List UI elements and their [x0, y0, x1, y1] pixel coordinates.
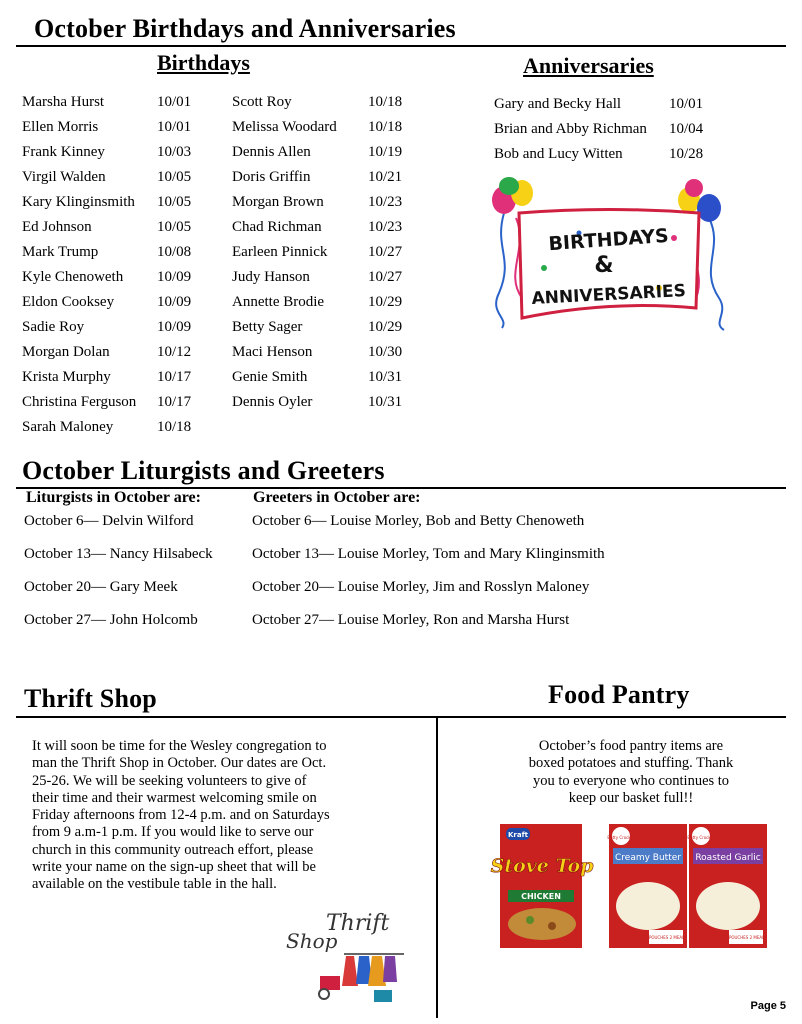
page-title: October Birthdays and Anniversaries [34, 14, 456, 43]
birthday-row [22, 190, 222, 215]
birthday-name: Sarah Maloney [22, 419, 114, 435]
banner-line-3: ANNIVERSARIES [531, 280, 687, 310]
birthday-row [232, 290, 432, 315]
column-divider [436, 718, 438, 1018]
greeters-heading: Greeters in October are: [253, 489, 421, 506]
thrift-shop-logo [284, 906, 414, 1006]
thrift-shop-line: 25-26. We will be seeking volunteers to give of [32, 772, 307, 789]
birthday-row [22, 215, 222, 240]
food-pantry-text [496, 738, 766, 807]
birthday-date: 10/23 [368, 219, 403, 235]
birthday-name: Frank Kinney [22, 144, 105, 160]
thrift-shop-line: man the Thrift Shop in October. Our dates are Oct. [32, 755, 327, 772]
birthday-date: 10/09 [157, 319, 192, 335]
birthday-row [232, 90, 432, 115]
header-rule [16, 45, 786, 47]
thrift-shop-line: church in this community outreach effort, please [32, 841, 314, 858]
birthday-name: Annette Brodie [232, 294, 325, 310]
thrift-shop-line: It will soon be time for the Wesley congregation to [32, 738, 327, 754]
birthday-name: Kyle Chenoweth [22, 269, 124, 285]
birthday-date: 10/03 [157, 144, 192, 160]
birthday-row [232, 365, 432, 390]
liturgist-entry: October 6— Delvin Wilford [24, 513, 194, 529]
thrift-shop-line: available on the vestibule table in the hall. [32, 876, 277, 893]
birthday-name: Scott Roy [232, 94, 292, 110]
greeters-list [252, 513, 772, 645]
birthday-date: 10/09 [157, 294, 192, 310]
thrift-shop-line: their time and their warmest welcoming smile on [32, 789, 317, 806]
birthday-name: Doris Griffin [232, 169, 311, 185]
birthday-row [22, 140, 222, 165]
birthday-date: 10/29 [368, 319, 403, 335]
birthday-name: Dennis Allen [232, 144, 311, 160]
stuffing-flavor: CHICKEN [521, 892, 561, 901]
birthday-name: Judy Hanson [232, 269, 310, 285]
birthday-name: Marsha Hurst [22, 94, 105, 110]
birthday-date: 10/18 [368, 94, 403, 110]
thrift-shop-title: Thrift Shop [24, 684, 157, 713]
birthday-name: Morgan Brown [232, 194, 324, 210]
birthday-date: 10/05 [157, 169, 192, 185]
birthday-name: Virgil Walden [22, 169, 106, 185]
birthday-date: 10/18 [368, 119, 403, 135]
liturgist-entry: October 13— Nancy Hilsabeck [24, 546, 213, 562]
logo-word-thrift: Thrift [326, 911, 390, 936]
anniversary-date: 10/01 [669, 96, 704, 112]
birthday-date: 10/05 [157, 194, 192, 210]
birthday-date: 10/01 [157, 119, 192, 135]
birthday-name: Ellen Morris [22, 119, 99, 135]
birthday-date: 10/31 [368, 394, 403, 410]
food-pantry-line: keep our basket full!! [568, 789, 694, 806]
thrift-shop-text [32, 738, 432, 894]
birthday-row [22, 115, 222, 140]
greeter-entry: October 6— Louise Morley, Bob and Betty Chenoweth [252, 513, 585, 529]
birthday-name: Morgan Dolan [22, 344, 110, 360]
thrift-shop-line: from 9 a.m-1 p.m. If you would like to serve our [32, 824, 314, 841]
liturgist-entry: October 20— Gary Meek [24, 579, 178, 595]
stuffing-box-icon [490, 824, 594, 948]
birthday-name: Mark Trump [22, 244, 99, 260]
birthday-name: Genie Smith [232, 369, 308, 385]
birthday-row [232, 240, 432, 265]
birthday-date: 10/12 [157, 344, 192, 360]
birthday-date: 10/30 [368, 344, 403, 360]
birthday-date: 10/01 [157, 94, 192, 110]
anniversary-row [494, 117, 734, 142]
birthday-row [232, 115, 432, 140]
anniversary-name: Gary and Becky Hall [494, 96, 622, 112]
birthday-name: Chad Richman [232, 219, 322, 235]
birthday-date: 10/21 [368, 169, 403, 185]
greeter-entry: October 13— Louise Morley, Tom and Mary Klinginsmith [252, 546, 605, 562]
birthday-name: Earleen Pinnick [232, 244, 328, 260]
birthday-row [22, 415, 222, 440]
food-pantry-line: you to everyone who continues to [532, 772, 730, 789]
thrift-shop-line: Friday afternoons from 12-4 p.m. and on Saturdays [32, 807, 330, 824]
birthday-date: 10/05 [157, 219, 192, 235]
liturgists-section-title: October Liturgists and Greeters [22, 456, 385, 485]
birthdays-heading: Birthdays [157, 50, 250, 75]
birthday-row [22, 240, 222, 265]
birthday-date: 10/27 [368, 269, 403, 285]
food-pantry-line: boxed potatoes and stuffing. Thank [528, 755, 734, 772]
birthday-date: 10/31 [368, 369, 403, 385]
birthday-row [232, 315, 432, 340]
anniversary-row [494, 92, 734, 117]
birthday-name: Eldon Cooksey [22, 294, 115, 310]
birthday-row [22, 90, 222, 115]
birthday-row [22, 365, 222, 390]
birthday-name: Ed Johnson [22, 219, 92, 235]
liturgist-entry: October 27— John Holcomb [24, 612, 198, 628]
pouches-label-2: 2 POUCHES 2 MEALS [725, 935, 767, 940]
birthday-row [22, 340, 222, 365]
birthday-name: Betty Sager [232, 319, 303, 335]
birthday-date: 10/17 [157, 394, 192, 410]
pouches-label-1: 2 POUCHES 2 MEALS [645, 935, 687, 940]
birthday-row [232, 390, 432, 415]
anniversary-name: Brian and Abby Richman [494, 121, 647, 137]
anniversaries-list [494, 92, 734, 167]
birthday-row [22, 165, 222, 190]
birthday-date: 10/23 [368, 194, 403, 210]
anniversary-row [494, 142, 734, 167]
potato-brand-1: Betty Crocker [607, 835, 635, 840]
birthday-name: Dennis Oyler [232, 394, 313, 410]
birthdays-col-1 [22, 90, 222, 440]
birthdays-col-2 [232, 90, 432, 415]
birthday-date: 10/09 [157, 269, 192, 285]
birthday-name: Christina Ferguson [22, 394, 137, 410]
balloons-banner-icon [484, 178, 734, 333]
birthday-name: Maci Henson [232, 344, 313, 360]
food-pantry-line: October’s food pantry items are [538, 738, 724, 754]
birthday-row [232, 265, 432, 290]
birthday-date: 10/18 [157, 419, 192, 435]
potato-boxes-icon [609, 824, 767, 948]
birthday-name: Sadie Roy [22, 319, 85, 335]
banner-line-1: BIRTHDAYS [547, 224, 670, 256]
birthday-date: 10/27 [368, 244, 403, 260]
birthday-row [232, 215, 432, 240]
birthday-row [22, 315, 222, 340]
birthday-row [22, 290, 222, 315]
greeter-entry: October 27— Louise Morley, Ron and Marsha Hurst [252, 612, 570, 628]
birthday-row [22, 265, 222, 290]
birthday-name: Melissa Woodard [232, 119, 337, 135]
anniversaries-heading: Anniversaries [523, 53, 654, 78]
liturgists-heading: Liturgists in October are: [26, 489, 201, 506]
page-number: Page 5 [750, 1000, 786, 1012]
banner-line-2: & [594, 253, 614, 278]
birthday-row [232, 190, 432, 215]
betty-crocker-boxes [609, 824, 767, 948]
liturgists-list [24, 513, 244, 645]
birthday-row [232, 340, 432, 365]
bottom-section-rule [16, 716, 786, 718]
food-pantry-title: Food Pantry [548, 680, 690, 709]
anniversary-date: 10/28 [669, 146, 704, 162]
anniversary-date: 10/04 [669, 121, 704, 137]
birthday-date: 10/29 [368, 294, 403, 310]
birthday-row [22, 390, 222, 415]
birthday-date: 10/17 [157, 369, 192, 385]
anniversary-name: Bob and Lucy Witten [494, 146, 623, 162]
birthdays-anniversaries-banner [484, 178, 734, 333]
potato-brand-2: Betty Crocker [687, 835, 715, 840]
thrift-shop-line: write your name on the sign-up sheet that will be [32, 859, 316, 876]
birthday-date: 10/08 [157, 244, 192, 260]
birthday-name: Kary Klinginsmith [22, 194, 135, 210]
stove-top-box [490, 824, 594, 948]
birthday-row [232, 165, 432, 190]
birthday-date: 10/19 [368, 144, 403, 160]
stuffing-name: Stove Top [490, 855, 594, 877]
logo-word-shop: Shop [286, 929, 338, 953]
potato-flavor-1: Creamy Butter [615, 853, 681, 863]
birthday-row [232, 140, 432, 165]
birthday-name: Krista Murphy [22, 369, 111, 385]
stuffing-brand: Kraft [508, 831, 528, 839]
potato-flavor-2: Roasted Garlic [695, 853, 761, 863]
greeter-entry: October 20— Louise Morley, Jim and Rosslyn Maloney [252, 579, 590, 595]
thrift-shop-clothes-icon [284, 906, 414, 1006]
